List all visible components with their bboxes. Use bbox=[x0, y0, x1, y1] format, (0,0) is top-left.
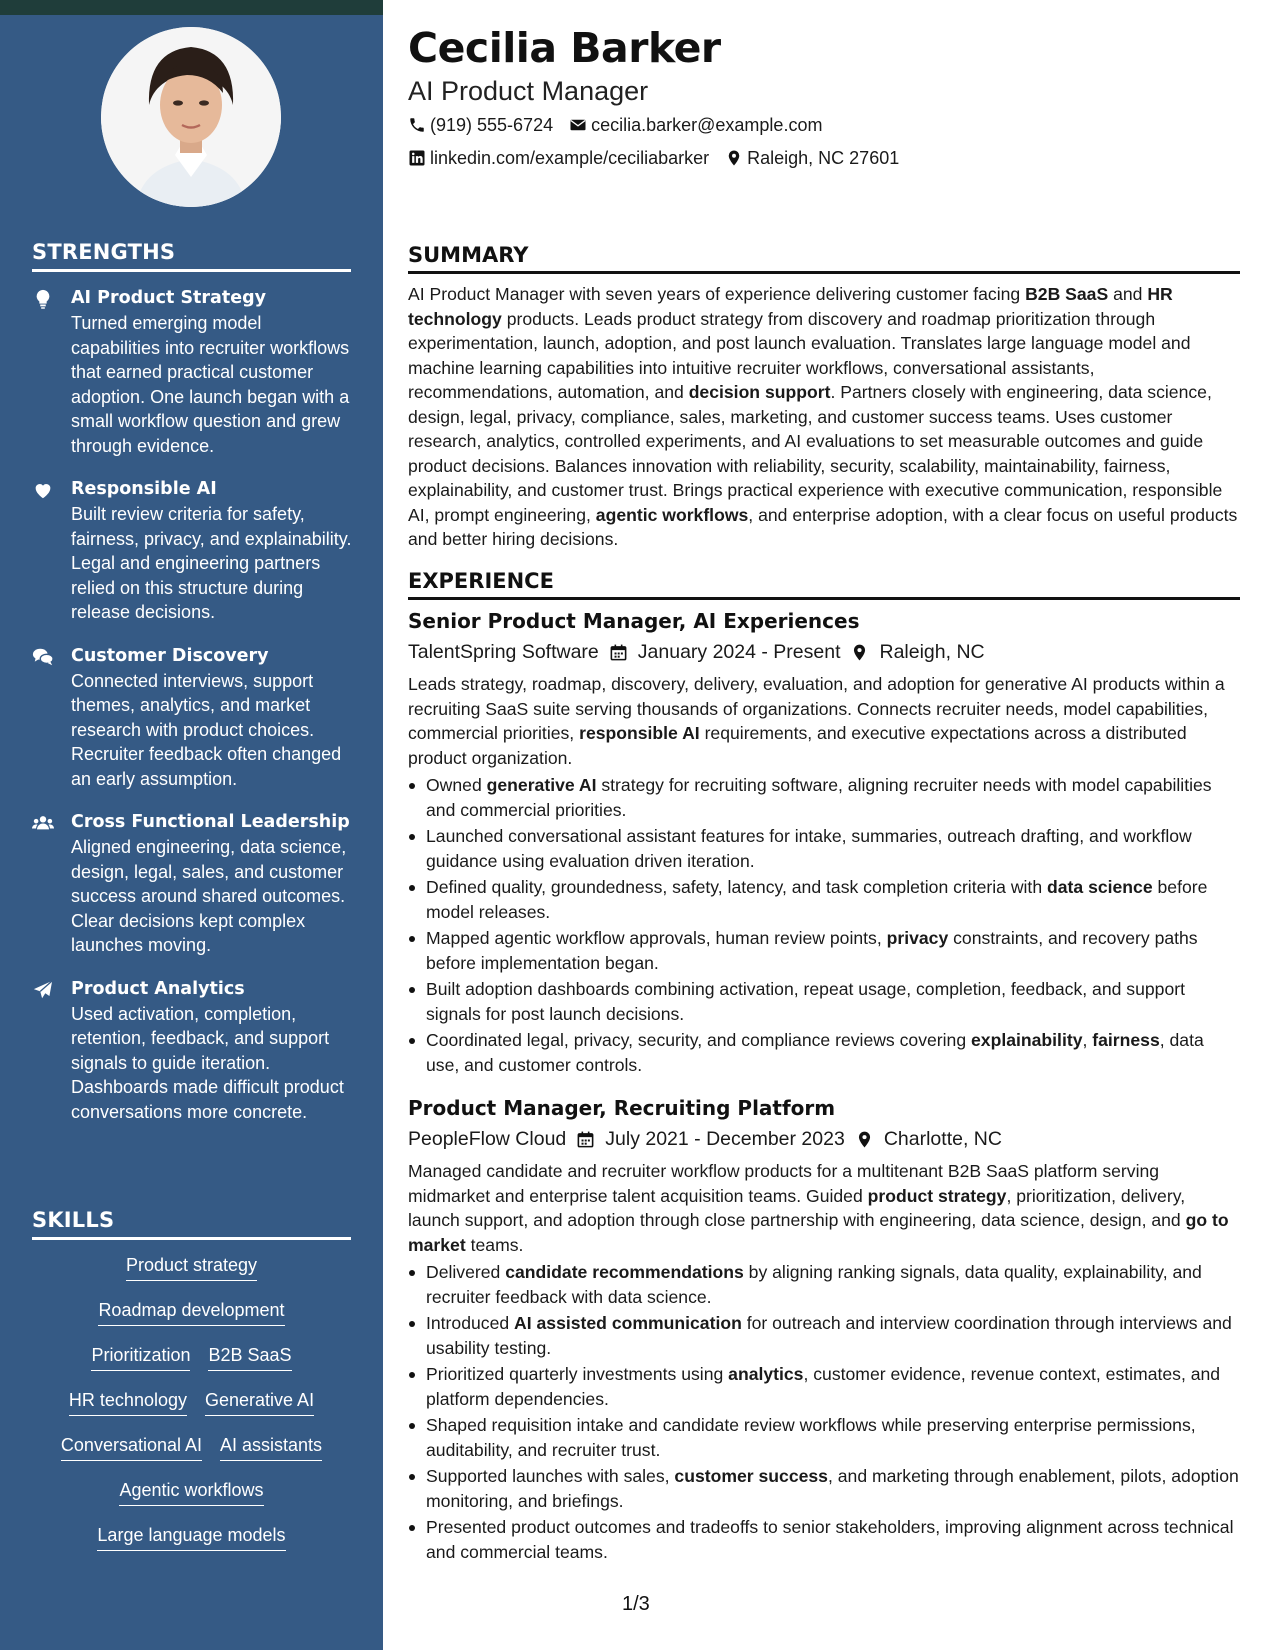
highlighted-keyword: product strategy bbox=[867, 1185, 1007, 1206]
highlighted-keyword: decision support bbox=[688, 382, 831, 402]
job-bullets bbox=[408, 1260, 1240, 1564]
highlighted-keyword: privacy bbox=[886, 928, 949, 948]
skills-row bbox=[32, 1478, 351, 1523]
job-bullet: Built adoption dashboards combining activation, repeat usage, completion, feedback, and support signals for post launch decisions. bbox=[408, 977, 1240, 1026]
job-role: Product Manager, Recruiting Platform bbox=[408, 1096, 836, 1120]
envelope-icon bbox=[569, 116, 587, 134]
job-bullets bbox=[408, 773, 1240, 1077]
map-pin-icon bbox=[850, 643, 869, 662]
highlighted-keyword: HR technology bbox=[408, 284, 1173, 329]
job-bullet: Coordinated legal, privacy, security, and compliance reviews covering explainability, fairness, data use, and customer controls. bbox=[408, 1028, 1240, 1077]
job-location: Charlotte, NC bbox=[883, 1128, 1002, 1150]
skills-row bbox=[32, 1388, 351, 1433]
contact-row bbox=[408, 145, 899, 171]
candidate-name: Cecilia Barker bbox=[408, 24, 721, 72]
contact-location bbox=[725, 145, 899, 171]
skill-tag: Generative AI bbox=[205, 1388, 314, 1416]
contact-linkedin[interactable] bbox=[408, 145, 709, 171]
candidate-title: AI Product Manager bbox=[408, 76, 649, 106]
skills-row bbox=[32, 1523, 351, 1568]
skill-tag: Product strategy bbox=[126, 1253, 257, 1281]
highlighted-keyword: responsible AI bbox=[579, 723, 700, 743]
paper-plane-icon bbox=[32, 979, 54, 1001]
skill-tag: Conversational AI bbox=[61, 1433, 202, 1461]
skill-tag: Agentic workflows bbox=[119, 1478, 263, 1506]
strengths-heading: STRENGTHS bbox=[32, 240, 351, 272]
experience-entry bbox=[408, 607, 1240, 1079]
highlighted-keyword: agentic workflows bbox=[595, 504, 749, 525]
strength-title: Cross Functional Leadership bbox=[71, 812, 350, 832]
contact-row bbox=[408, 112, 822, 138]
summary-text: AI Product Manager with seven years of experience delivering customer facing B2B SaaS and HR technology products. Leads product strategy from discovery and roadmap prioritization through experimentation, launch, adoption, and post launch evaluation. Translates large language model and machine learning capabilities into intuitive recruiter workflows, conversational assistants, recommendations, automation, and decision support. Partners closely with engineering, data science, design, legal, privacy, compliance, sales, marketing, and customer success teams. Uses customer research, analytics, controlled experiments, and AI evaluations to set measurable outcomes and guide product decisions. Balances innovation with reliability, security, scalability, maintainability, fairness, explainability, and customer trust. Brings practical experience with executive communication, responsible AI, prompt engineering, agentic workflows, and enterprise adoption, with a clear focus on useful products and better hiring decisions. bbox=[408, 284, 1238, 549]
location-text: Raleigh, NC 27601 bbox=[747, 147, 900, 168]
skill-tag: B2B SaaS bbox=[208, 1343, 291, 1371]
portrait-photo bbox=[101, 27, 281, 207]
skills-row bbox=[32, 1253, 351, 1298]
job-bullet: Presented product outcomes and tradeoffs to senior stakeholders, improving alignment across technical and commercial teams. bbox=[408, 1515, 1240, 1564]
strength-description: Connected interviews, support themes, analytics, and market research with product choices. Recruiter feedback often changed an early assumption. bbox=[71, 670, 342, 789]
highlighted-keyword: data science bbox=[1047, 877, 1153, 897]
highlighted-keyword: go to market bbox=[408, 1210, 1229, 1255]
sidebar bbox=[0, 0, 383, 1650]
highlighted-keyword: analytics bbox=[728, 1364, 804, 1384]
users-icon bbox=[32, 812, 54, 834]
job-meta bbox=[408, 638, 1240, 666]
job-role: Senior Product Manager, AI Experiences bbox=[408, 609, 860, 633]
skills-row bbox=[32, 1343, 351, 1388]
job-meta bbox=[408, 1125, 1240, 1153]
strength-title: Responsible AI bbox=[71, 479, 217, 499]
highlighted-keyword: AI assisted communication bbox=[514, 1313, 742, 1333]
job-bullet: Shaped requisition intake and candidate review workflows while preserving enterprise permissions, auditability, and recruiter trust. bbox=[408, 1413, 1240, 1462]
calendar-icon bbox=[609, 643, 628, 662]
contact-email[interactable] bbox=[569, 112, 822, 138]
email-text[interactable]: cecilia.barker@example.com bbox=[591, 114, 823, 135]
highlighted-keyword: fairness bbox=[1092, 1030, 1160, 1050]
phone-icon bbox=[408, 116, 426, 134]
skills-row bbox=[32, 1298, 351, 1343]
job-description: Leads strategy, roadmap, discovery, delivery, evaluation, and adoption for generative AI products within a recruiting SaaS suite serving thousands of organizations. Connects recruiter needs, model capabilities, commercial priorities, responsible AI requirements, and executive expectations across a distributed product organization. bbox=[408, 674, 1225, 768]
job-company: PeopleFlow Cloud bbox=[408, 1128, 567, 1150]
job-bullet: Mapped agentic workflow approvals, human review points, privacy constraints, and recovery paths before implementation began. bbox=[408, 926, 1240, 975]
highlighted-keyword: explainability bbox=[971, 1030, 1083, 1050]
strength-item bbox=[32, 476, 352, 625]
job-location: Raleigh, NC bbox=[879, 641, 985, 663]
map-pin-icon bbox=[855, 1130, 874, 1149]
strength-title: Customer Discovery bbox=[71, 645, 269, 666]
linkedin-text[interactable]: linkedin.com/example/ceciliabarker bbox=[430, 147, 710, 168]
job-company: TalentSpring Software bbox=[408, 641, 599, 663]
experience-heading: EXPERIENCE bbox=[408, 567, 1240, 600]
job-bullet: Introduced AI assisted communication for outreach and interview coordination through interviews and usability testing. bbox=[408, 1311, 1240, 1360]
job-dates: July 2021 - December 2023 bbox=[605, 1128, 845, 1150]
strength-description: Aligned engineering, data science, design, legal, sales, and customer success around shared outcomes. Clear decisions kept complex launches moving. bbox=[71, 837, 347, 955]
skill-tag: Large language models bbox=[97, 1523, 285, 1551]
strength-title: AI Product Strategy bbox=[71, 288, 267, 308]
strength-description: Used activation, completion, retention, feedback, and support signals to guide iteration. Dashboards made difficult product conversations more concrete. bbox=[71, 1003, 344, 1122]
strength-description: Turned emerging model capabilities into recruiter workflows that earned practical customer adoption. One launch began with a small workflow question and grew through evidence. bbox=[71, 313, 350, 456]
strength-item bbox=[32, 809, 352, 958]
skills-row bbox=[32, 1433, 351, 1478]
skill-tag: AI assistants bbox=[220, 1433, 322, 1461]
contact-phone bbox=[408, 112, 553, 138]
strength-item bbox=[32, 976, 352, 1125]
job-bullet: Defined quality, groundedness, safety, latency, and task completion criteria with data science before model releases. bbox=[408, 875, 1240, 924]
skill-tag: Roadmap development bbox=[98, 1298, 284, 1326]
linkedin-icon bbox=[408, 149, 426, 167]
heart-icon bbox=[32, 479, 54, 501]
map-pin-icon bbox=[725, 149, 743, 167]
strength-title: Product Analytics bbox=[71, 978, 245, 999]
highlighted-keyword: customer success bbox=[674, 1466, 828, 1486]
job-bullet: Supported launches with sales, customer success, and marketing through enablement, pilots, adoption monitoring, and briefings. bbox=[408, 1464, 1240, 1513]
sidebar-top-bar bbox=[0, 0, 383, 15]
strength-item bbox=[32, 643, 352, 792]
avatar bbox=[101, 27, 281, 207]
highlighted-keyword: candidate recommendations bbox=[505, 1262, 744, 1282]
highlighted-keyword: B2B SaaS bbox=[1025, 284, 1109, 304]
skills-heading: SKILLS bbox=[32, 1208, 351, 1240]
job-bullet: Owned generative AI strategy for recruiting software, aligning recruiter needs with model capabilities and commercial priorities. bbox=[408, 773, 1240, 822]
skills-list bbox=[32, 1253, 351, 1568]
job-bullet: Delivered candidate recommendations by aligning ranking signals, data quality, explainability, and recruiter feedback with data science. bbox=[408, 1260, 1240, 1309]
lightbulb-icon bbox=[32, 288, 54, 310]
strength-description: Built review criteria for safety, fairness, privacy, and explainability. Legal and engineering partners relied on this structure during release decisions. bbox=[71, 504, 352, 622]
skill-tag: Prioritization bbox=[91, 1343, 190, 1371]
experience-entry bbox=[408, 1094, 1240, 1566]
comments-icon bbox=[32, 646, 54, 668]
strengths-list bbox=[32, 285, 352, 1142]
job-description: Managed candidate and recruiter workflow products for a multitenant B2B SaaS platform serving midmarket and enterprise talent acquisition teams. Guided product strategy, prioritization, delivery, launch support, and adoption through close partnership with engineering, data science, design, and go to market teams. bbox=[408, 1161, 1229, 1255]
skill-tag: HR technology bbox=[69, 1388, 187, 1416]
job-bullet: Launched conversational assistant features for intake, summaries, outreach drafting, and workflow guidance using evaluation driven iteration. bbox=[408, 824, 1240, 873]
highlighted-keyword: generative AI bbox=[486, 775, 597, 795]
phone-text: (919) 555-6724 bbox=[430, 114, 554, 135]
strength-item bbox=[32, 285, 352, 458]
page-number: 1/3 bbox=[622, 1593, 650, 1615]
job-dates: January 2024 - Present bbox=[637, 641, 841, 663]
job-bullet: Prioritized quarterly investments using analytics, customer evidence, revenue context, estimates, and platform dependencies. bbox=[408, 1362, 1240, 1411]
summary-heading: SUMMARY bbox=[408, 241, 1240, 274]
calendar-icon bbox=[576, 1130, 595, 1149]
